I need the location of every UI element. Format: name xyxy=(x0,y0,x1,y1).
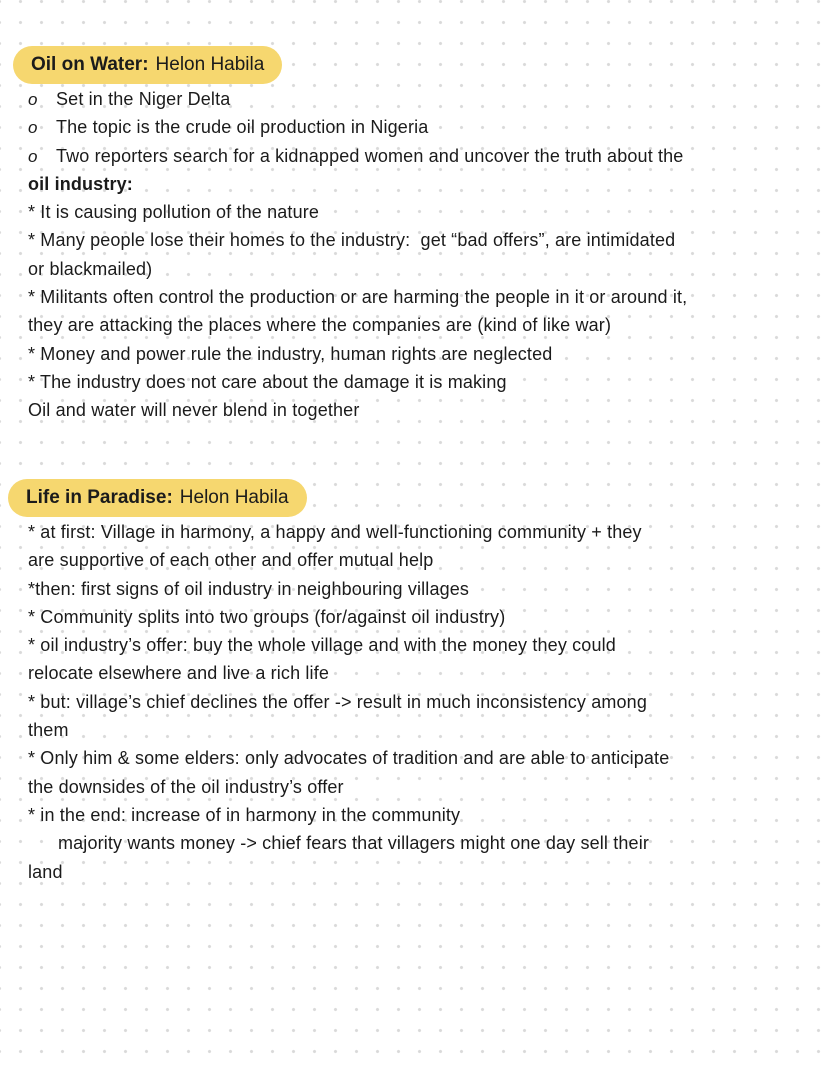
notes-lines xyxy=(0,84,828,425)
section-oil-on-water xyxy=(0,46,828,425)
list-item: Oil and water will never blend in together xyxy=(28,400,360,421)
list-item: * Money and power rule the industry, human rights are neglected xyxy=(28,343,553,364)
list-item-text: The topic is the crude oil production in Nigeria xyxy=(56,117,429,138)
list-item: * The industry does not care about the damage it is making xyxy=(28,371,507,392)
section-life-in-paradise xyxy=(0,479,828,886)
o-bullet: o xyxy=(28,118,38,138)
list-item xyxy=(28,142,828,170)
list-item: * Militants often control the production or are harming the people in it or around it, xyxy=(28,287,688,308)
list-item xyxy=(28,85,828,113)
list-item: * oil industry’s offer: buy the whole village and with the money they could xyxy=(28,635,616,656)
list-item: or blackmailed) xyxy=(28,258,153,279)
heading-author: Helon Habila xyxy=(155,54,265,75)
list-item-text: Set in the Niger Delta xyxy=(56,89,231,109)
list-item: are supportive of each other and offer mutual help xyxy=(28,550,434,571)
o-bullet: o xyxy=(28,90,38,109)
o-bullet: o xyxy=(28,146,38,166)
list-item: relocate elsewhere and live a rich life xyxy=(28,663,330,684)
list-item xyxy=(28,113,828,141)
heading-author: Helon Habila xyxy=(179,487,289,508)
heading-row xyxy=(0,46,828,84)
list-item: land xyxy=(28,861,63,882)
list-item: majority wants money -> chief fears that villagers might one day sell their xyxy=(58,833,650,854)
heading-row xyxy=(0,479,828,517)
list-item: the downsides of the oil industry’s offer xyxy=(28,776,344,797)
list-item: * at first: Village in harmony, a happy and well-functioning community + they xyxy=(28,522,642,542)
list-item: * Community splits into two groups (for/against oil industry) xyxy=(28,606,506,627)
list-item: * Many people lose their homes to the industry: get “bad offers”, are intimidated xyxy=(28,230,676,251)
list-item: them xyxy=(28,720,69,741)
heading-title: Oil on Water: xyxy=(31,54,149,75)
list-item: * in the end: increase of in harmony in the community xyxy=(28,804,461,825)
list-item-text: Two reporters search for a kidnapped women and uncover the truth about the xyxy=(56,145,684,166)
list-item: * Only him & some elders: only advocates of tradition and are able to anticipate xyxy=(28,748,670,769)
list-item: they are attacking the places where the companies are (kind of like war) xyxy=(28,315,612,336)
list-item: * but: village’s chief declines the offer -> result in much inconsistency among xyxy=(28,691,648,712)
heading-highlight-oil-on-water xyxy=(13,46,282,84)
list-item: oil industry: xyxy=(28,173,133,194)
list-item: * It is causing pollution of the nature xyxy=(28,202,320,223)
notes-lines xyxy=(0,517,828,886)
list-item: *then: first signs of oil industry in neighbouring villages xyxy=(28,578,470,599)
heading-title: Life in Paradise: xyxy=(26,487,173,508)
heading-highlight-life-in-paradise xyxy=(8,479,307,517)
